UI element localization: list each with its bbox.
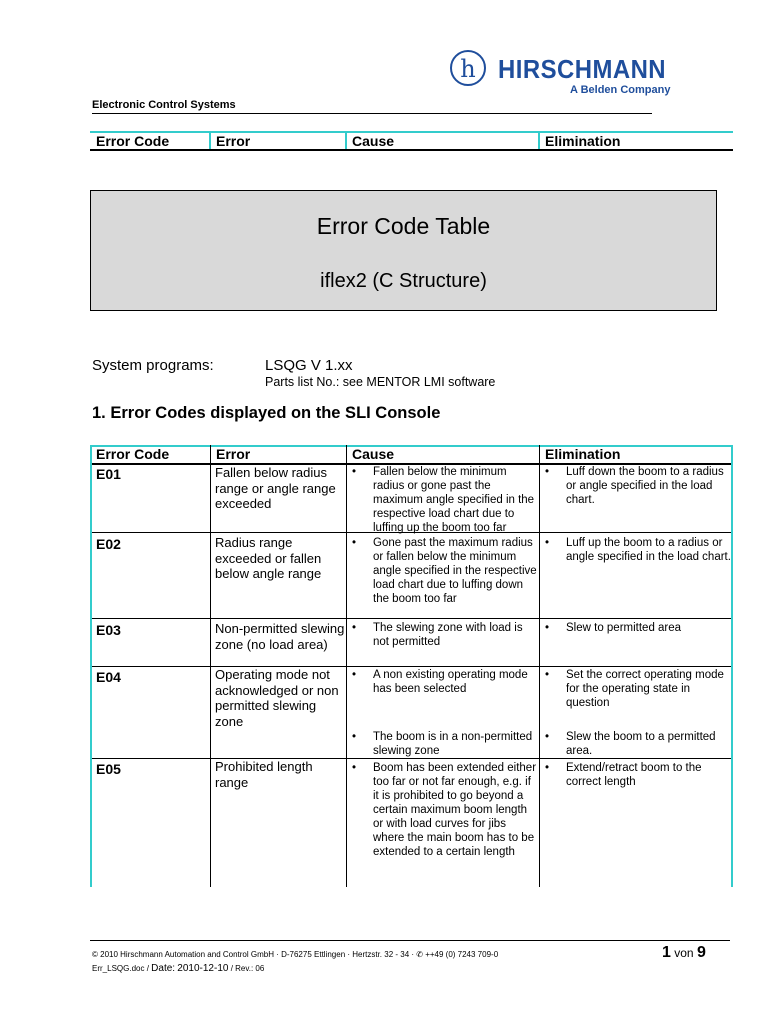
logo-name: HIRSCHMANN — [498, 54, 667, 84]
column-divider — [210, 445, 211, 887]
page-total: 9 — [696, 944, 706, 961]
footer-divider — [90, 940, 730, 941]
row-code: E04 — [96, 669, 121, 685]
error-code-table: Error Code Error Cause Elimination E01 Fallen below radius range or angle range exceeded • Fallen below the minimum radius or gone past the maximum angle specified in the respective load chart due to luffing up the boom too far • Luff down the boom to a radius or angle specified in the load chart. E02 Radius range exceeded or fallen below angle range • Gone past the maximum radius or fallen below the minimum angle specified in the respective load chart due to luffing down the boom too far • Luff up the boom to a radius or angle specified in the load chart. E03 Non-permitted slewing zone (no load area) • The slewing zone with load is not permitted • Slew to permitted area E04 Operating mode not acknowledged or non permitted slewing zone • A non existing operating mode has been selected • Set the correct operating mode for the operating state in question • The boom is in a non-permitted slewing zone • Slew the boom to a permitted area. E05 Prohibited length range • Boom has been extended either too far or not far enough, e.g. if it is prohibited to go beyond a certain maximum boom length or with load curves for jibs where the main boom has to be extended to a certain length • Extend/retract boom to the correct length — [90, 445, 733, 887]
hirschmann-h-icon: h — [450, 50, 486, 86]
row-divider — [90, 618, 733, 619]
page-separator: von — [674, 946, 694, 960]
row-code: E03 — [96, 622, 121, 638]
table-header-error: Error — [216, 446, 251, 462]
parts-list-note: Parts list No.: see MENTOR LMI software — [265, 375, 496, 389]
column-header-elimination: Elimination — [545, 133, 621, 149]
footer-date-label: Date: — [151, 963, 176, 974]
column-divider — [539, 445, 540, 887]
row-code: E05 — [96, 761, 121, 777]
table-header-elimination: Elimination — [545, 446, 621, 462]
footer-file: Err_LSQG.doc / — [92, 964, 149, 973]
row-divider — [90, 758, 733, 759]
hirschmann-logo — [446, 46, 686, 102]
row-error: Non-permitted slewing zone (no load area) — [215, 621, 345, 652]
column-header-strip — [90, 131, 733, 151]
table-right-border — [731, 445, 733, 887]
logo-tagline: A Belden Company — [570, 84, 671, 96]
title-box — [90, 190, 717, 311]
table-header-cause: Cause — [352, 446, 395, 462]
section-heading: 1. Error Codes displayed on the SLI Console — [92, 404, 441, 422]
table-top-border — [90, 445, 733, 447]
row-divider — [90, 666, 733, 667]
document-title: Error Code Table — [316, 213, 491, 239]
column-header-error-code: Error Code — [96, 133, 170, 149]
row-error: Radius range exceeded or fallen below angle range — [215, 535, 322, 581]
document-subtitle: iflex2 (C Structure) — [320, 270, 487, 292]
row-error: Operating mode not acknowledged or non permitted slewing zone — [215, 667, 339, 729]
footer-date: 2010-12-10 — [177, 963, 229, 974]
column-divider — [346, 445, 347, 887]
row-error: Prohibited length range — [215, 759, 313, 790]
page-number — [662, 944, 706, 962]
footer-file-info — [92, 963, 264, 974]
row-code: E01 — [96, 466, 121, 482]
row-error: Fallen below radius range or angle range exceeded — [215, 465, 336, 511]
column-header-cause: Cause — [352, 133, 395, 149]
row-code: E02 — [96, 536, 121, 552]
section-label: Electronic Control Systems — [92, 99, 236, 111]
page-current: 1 — [662, 944, 671, 961]
footer-copyright: © 2010 Hirschmann Automation and Control GmbH · D-76275 Ettlingen · Hertzstr. 32 - 34 · ✆ ++49 (0) 7243 709-0 — [92, 950, 499, 959]
system-programs-label: System programs: — [92, 357, 214, 374]
system-programs-value: LSQG V 1.xx — [265, 357, 353, 374]
footer-rev: / Rev.: 06 — [230, 964, 265, 973]
header-divider — [92, 113, 652, 114]
table-left-border — [90, 445, 92, 887]
column-header-error: Error — [216, 133, 251, 149]
table-header-error-code: Error Code — [96, 446, 170, 462]
